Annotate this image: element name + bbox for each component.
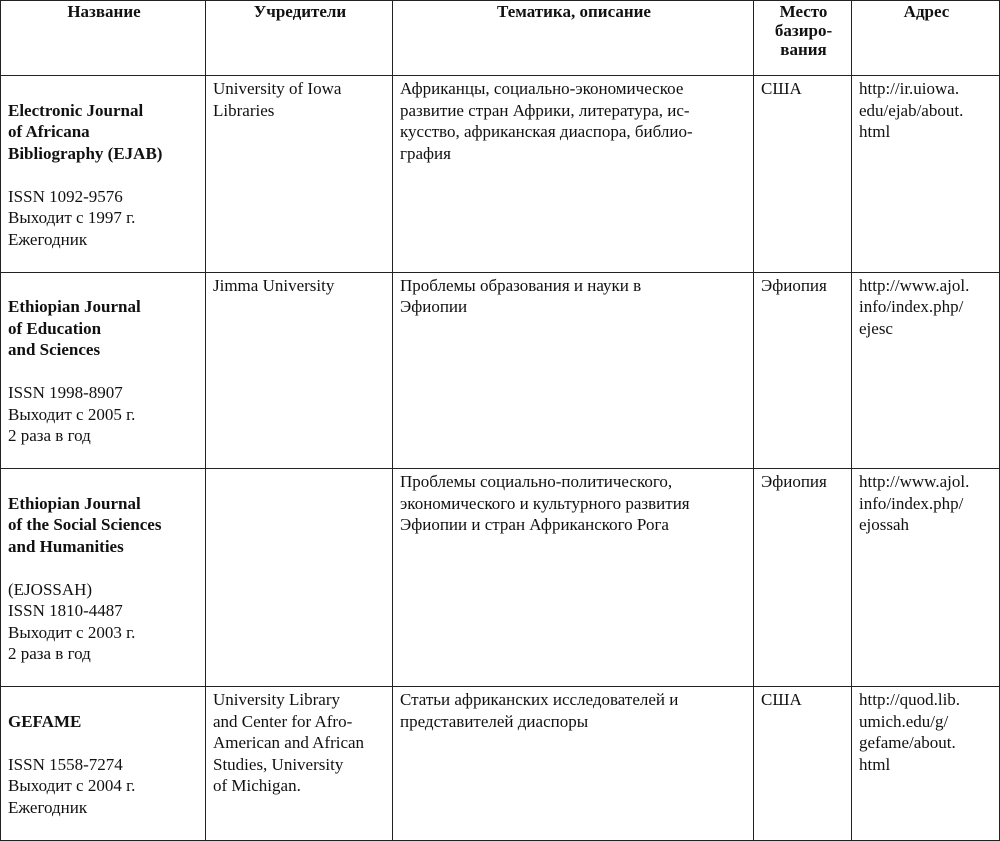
cell-place: Эфиопия (754, 469, 852, 687)
journal-title: GEFAME (8, 711, 82, 731)
cell-topic: Африканцы, социально-экономическое развитие стран Африки, литература, ис- кусство, африканская диаспора, библио- графия (393, 76, 754, 273)
table-row (1, 469, 1000, 687)
cell-name (1, 687, 206, 841)
cell-address: http://ir.uiowa. edu/ejab/about. html (852, 76, 1000, 273)
table-row (1, 76, 1000, 273)
header-place: Место базиро- вания (754, 1, 852, 76)
cell-topic: Проблемы образования и науки в Эфиопии (393, 272, 754, 469)
journal-meta: ISSN 1558-7274 Выходит с 2004 г. Ежегодник (8, 754, 136, 817)
cell-address: http://quod.lib. umich.edu/g/ gefame/about. html (852, 687, 1000, 841)
cell-founders: Jimma University (206, 272, 393, 469)
journal-meta: ISSN 1998-8907 Выходит с 2005 г. 2 раза в год (8, 383, 136, 445)
header-founders: Учредители (206, 1, 393, 76)
journal-meta: (EJOSSAH) ISSN 1810-4487 Выходит с 2003 г. 2 раза в год (8, 579, 136, 663)
journal-title: Electronic Journal of Africana Bibliography (EJAB) (8, 100, 163, 163)
cell-founders: University of Iowa Libraries (206, 76, 393, 273)
table-row (1, 687, 1000, 841)
header-topic: Тематика, описание (393, 1, 754, 76)
table-row (1, 272, 1000, 469)
cell-name (1, 272, 206, 469)
cell-founders: University Library and Center for Afro- American and African Studies, University of Michigan. (206, 687, 393, 841)
cell-place: США (754, 76, 852, 273)
header-address: Адрес (852, 1, 1000, 76)
cell-name (1, 76, 206, 273)
cell-place: США (754, 687, 852, 841)
cell-address: http://www.ajol. info/index.php/ ejossah (852, 469, 1000, 687)
table-header-row (1, 1, 1000, 76)
cell-address: http://www.ajol. info/index.php/ ejesc (852, 272, 1000, 469)
header-name: Название (1, 1, 206, 76)
journal-meta: ISSN 1092-9576 Выходит с 1997 г. Ежегодник (8, 186, 136, 249)
cell-topic: Статьи африканских исследователей и представителей диаспоры (393, 687, 754, 841)
cell-name (1, 469, 206, 687)
journal-title: Ethiopian Journal of Education and Sciences (8, 297, 141, 359)
cell-founders (206, 469, 393, 687)
journal-title: Ethiopian Journal of the Social Sciences and Humanities (8, 493, 162, 556)
cell-topic: Проблемы социально-политического, экономического и культурного развития Эфиопии и стран Африканского Рога (393, 469, 754, 687)
cell-place: Эфиопия (754, 272, 852, 469)
